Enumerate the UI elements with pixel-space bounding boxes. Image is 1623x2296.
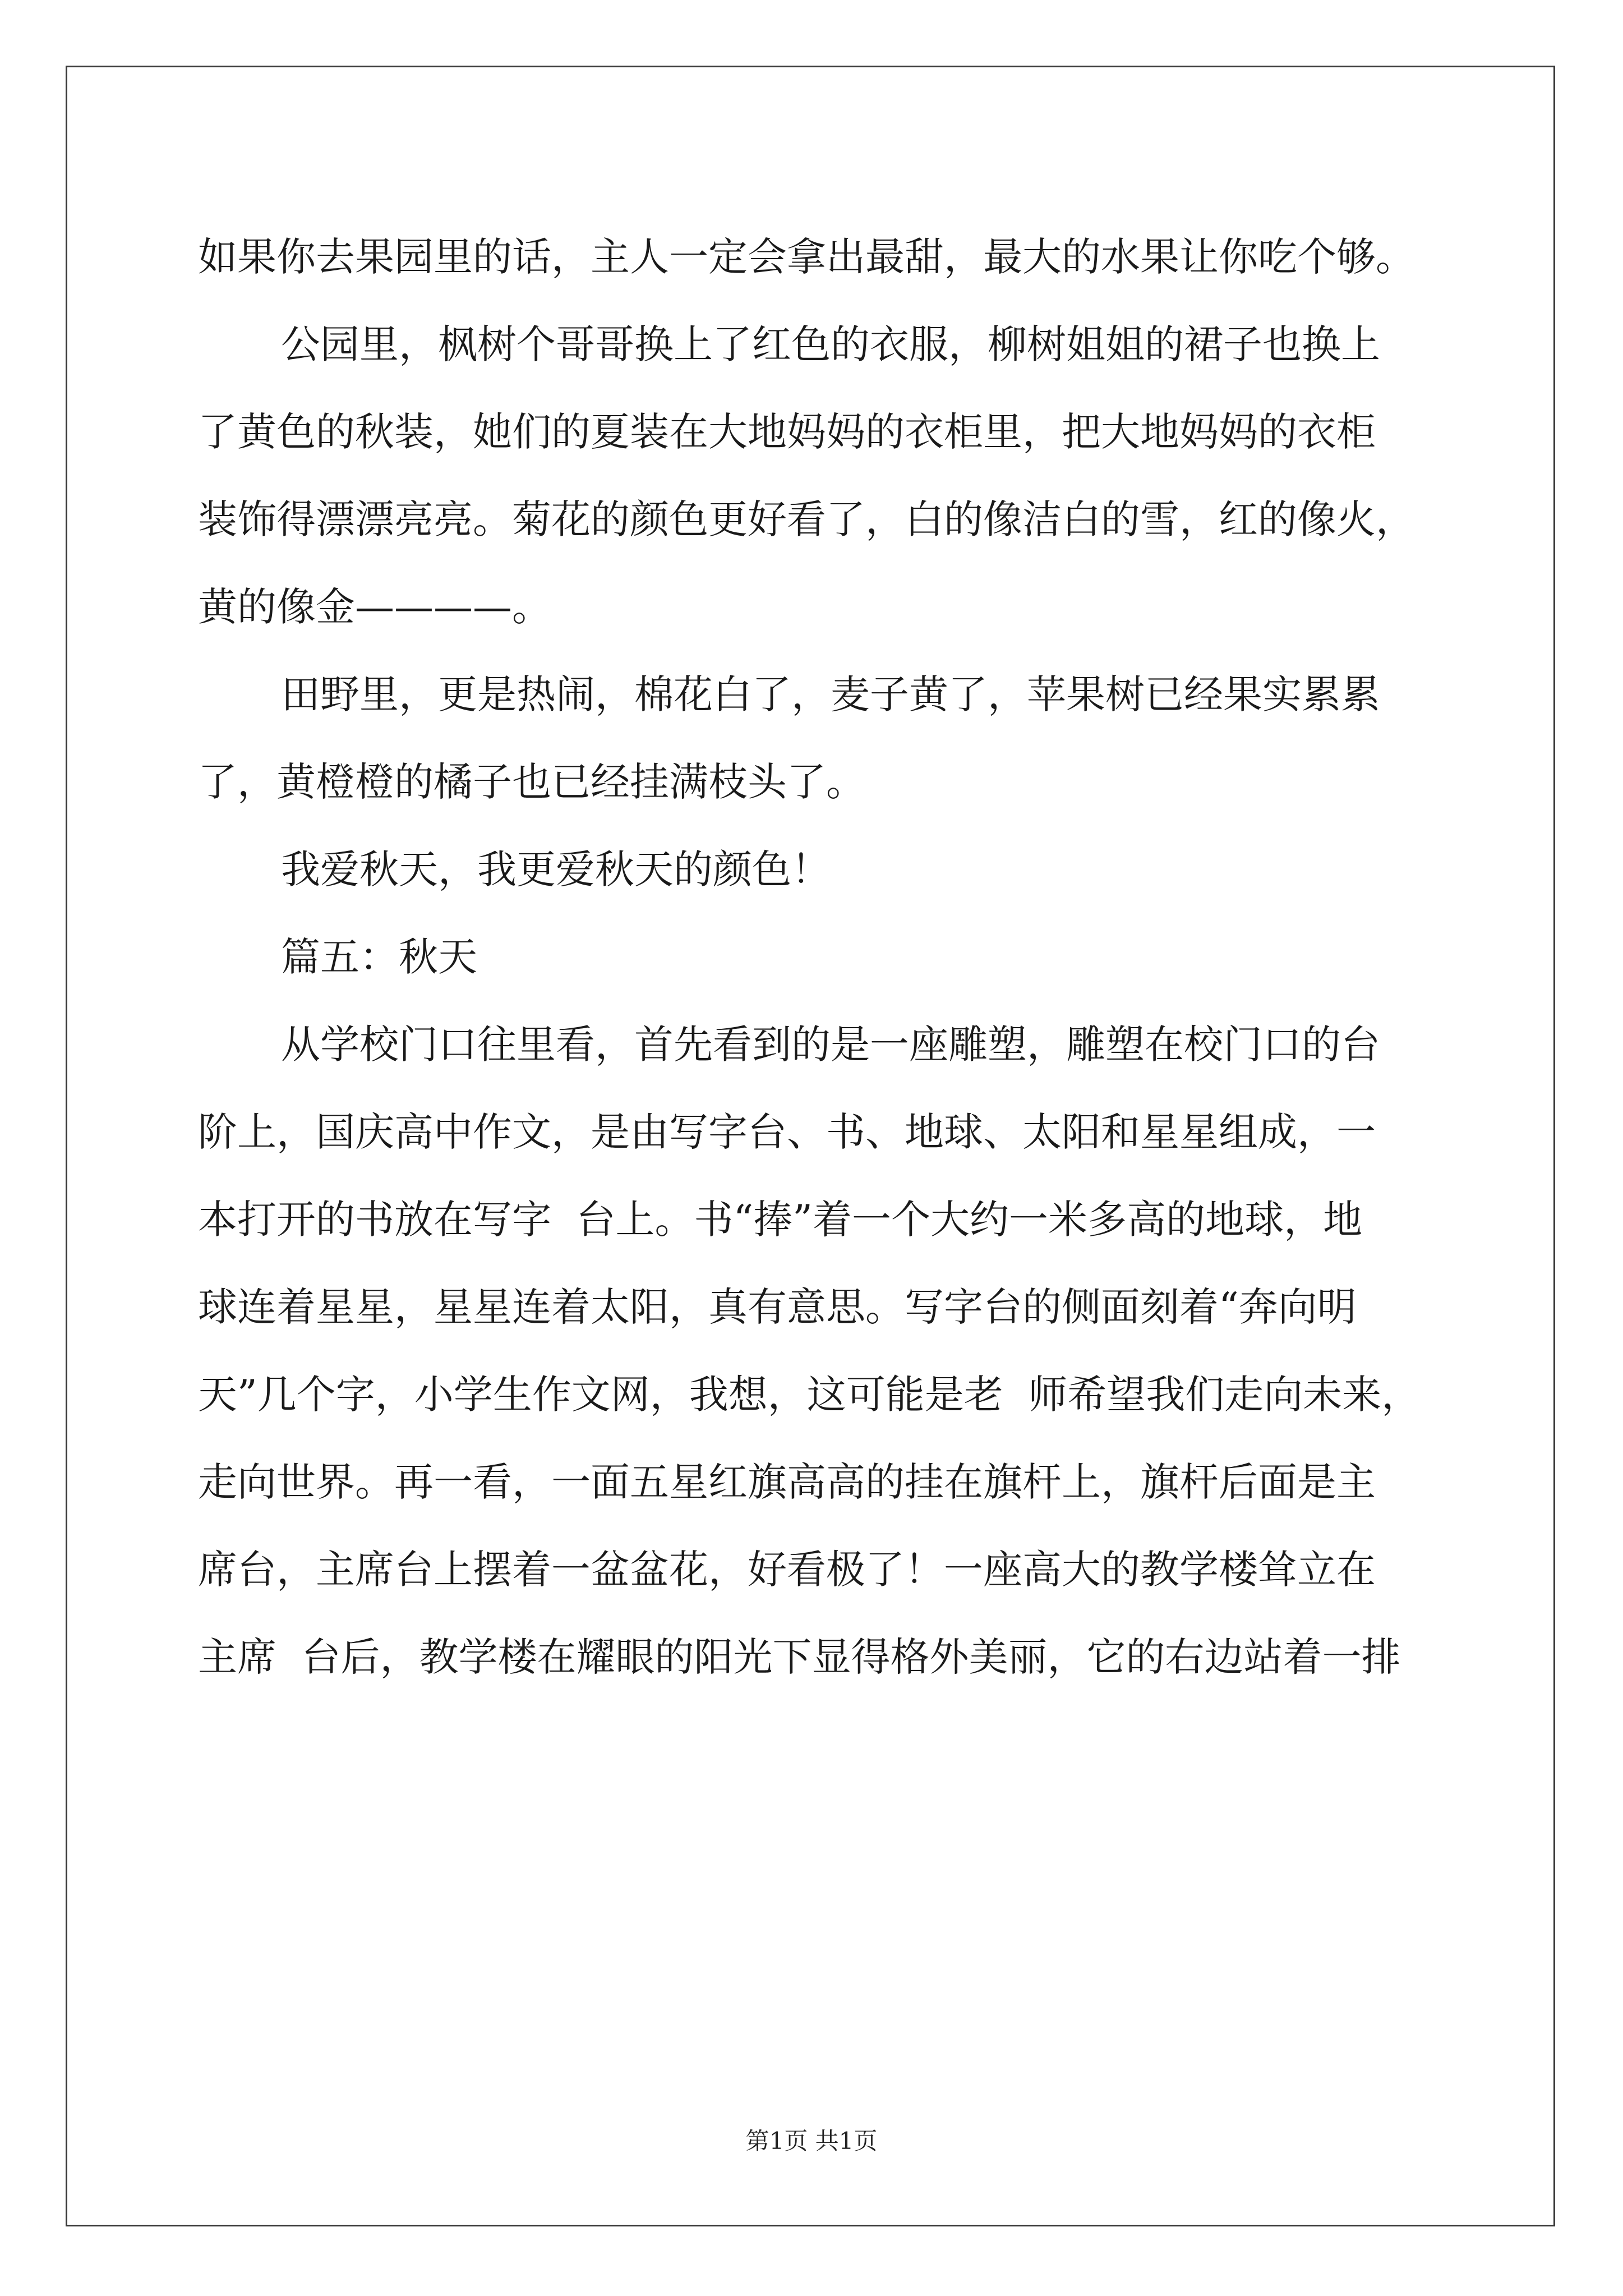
text-line-11: 阶上，国庆高中作文，是由写字台、书、地球、太阳和星星组成，一 — [198, 1109, 1376, 1155]
text-line-7: 了，黄橙橙的橘子也已经挂满枝头了。 — [198, 759, 865, 805]
text-line-13: 球连着星星，星星连着太阳，真有意思。写字台的侧面刻着“奔向明 — [198, 1284, 1357, 1330]
text-line-12: 本打开的书放在写字 台上。书“捧”着一个大约一米多高的地球，地 — [198, 1197, 1363, 1243]
text-line-5: 黄的像金————。 — [198, 584, 551, 630]
text-line-4: 装饰得漂漂亮亮。菊花的颜色更好看了，白的像洁白的雪，红的像火， — [198, 496, 1415, 542]
text-line-2: 公园里，枫树个哥哥换上了红色的衣服，柳树姐姐的裙子也换上 — [281, 321, 1380, 367]
document-body — [198, 213, 1432, 1701]
text-line-15: 走向世界。再一看，一面五星红旗高高的挂在旗杆上，旗杆后面是主 — [198, 1459, 1376, 1505]
text-line-14: 天”几个字，小学生作文网，我想，这可能是老 师希望我们走向未来， — [198, 1372, 1421, 1418]
text-line-1: 如果你去果园里的话，主人一定会拿出最甜，最大的水果让你吃个够。 — [198, 234, 1415, 280]
text-line-10: 从学校门口往里看，首先看到的是一座雕塑，雕塑在校门口的台 — [281, 1022, 1380, 1068]
text-line-8: 我爱秋天，我更爱秋天的颜色！ — [281, 846, 831, 892]
text-line-3: 了黄色的秋装，她们的夏装在大地妈妈的衣柜里，把大地妈妈的衣柜 — [198, 409, 1376, 455]
section-heading: 篇五：秋天 — [281, 934, 477, 980]
text-line-17: 主席 台后，教学楼在耀眼的阳光下显得格外美丽，它的右边站着一排 — [198, 1634, 1401, 1680]
text-line-6: 田野里，更是热闹，棉花白了，麦子黄了，苹果树已经果实累累 — [281, 671, 1380, 717]
page-footer: 第1页 共1页 — [745, 2127, 878, 2155]
text-line-16: 席台，主席台上摆着一盆盆花，好看极了！一座高大的教学楼耸立在 — [198, 1547, 1376, 1593]
